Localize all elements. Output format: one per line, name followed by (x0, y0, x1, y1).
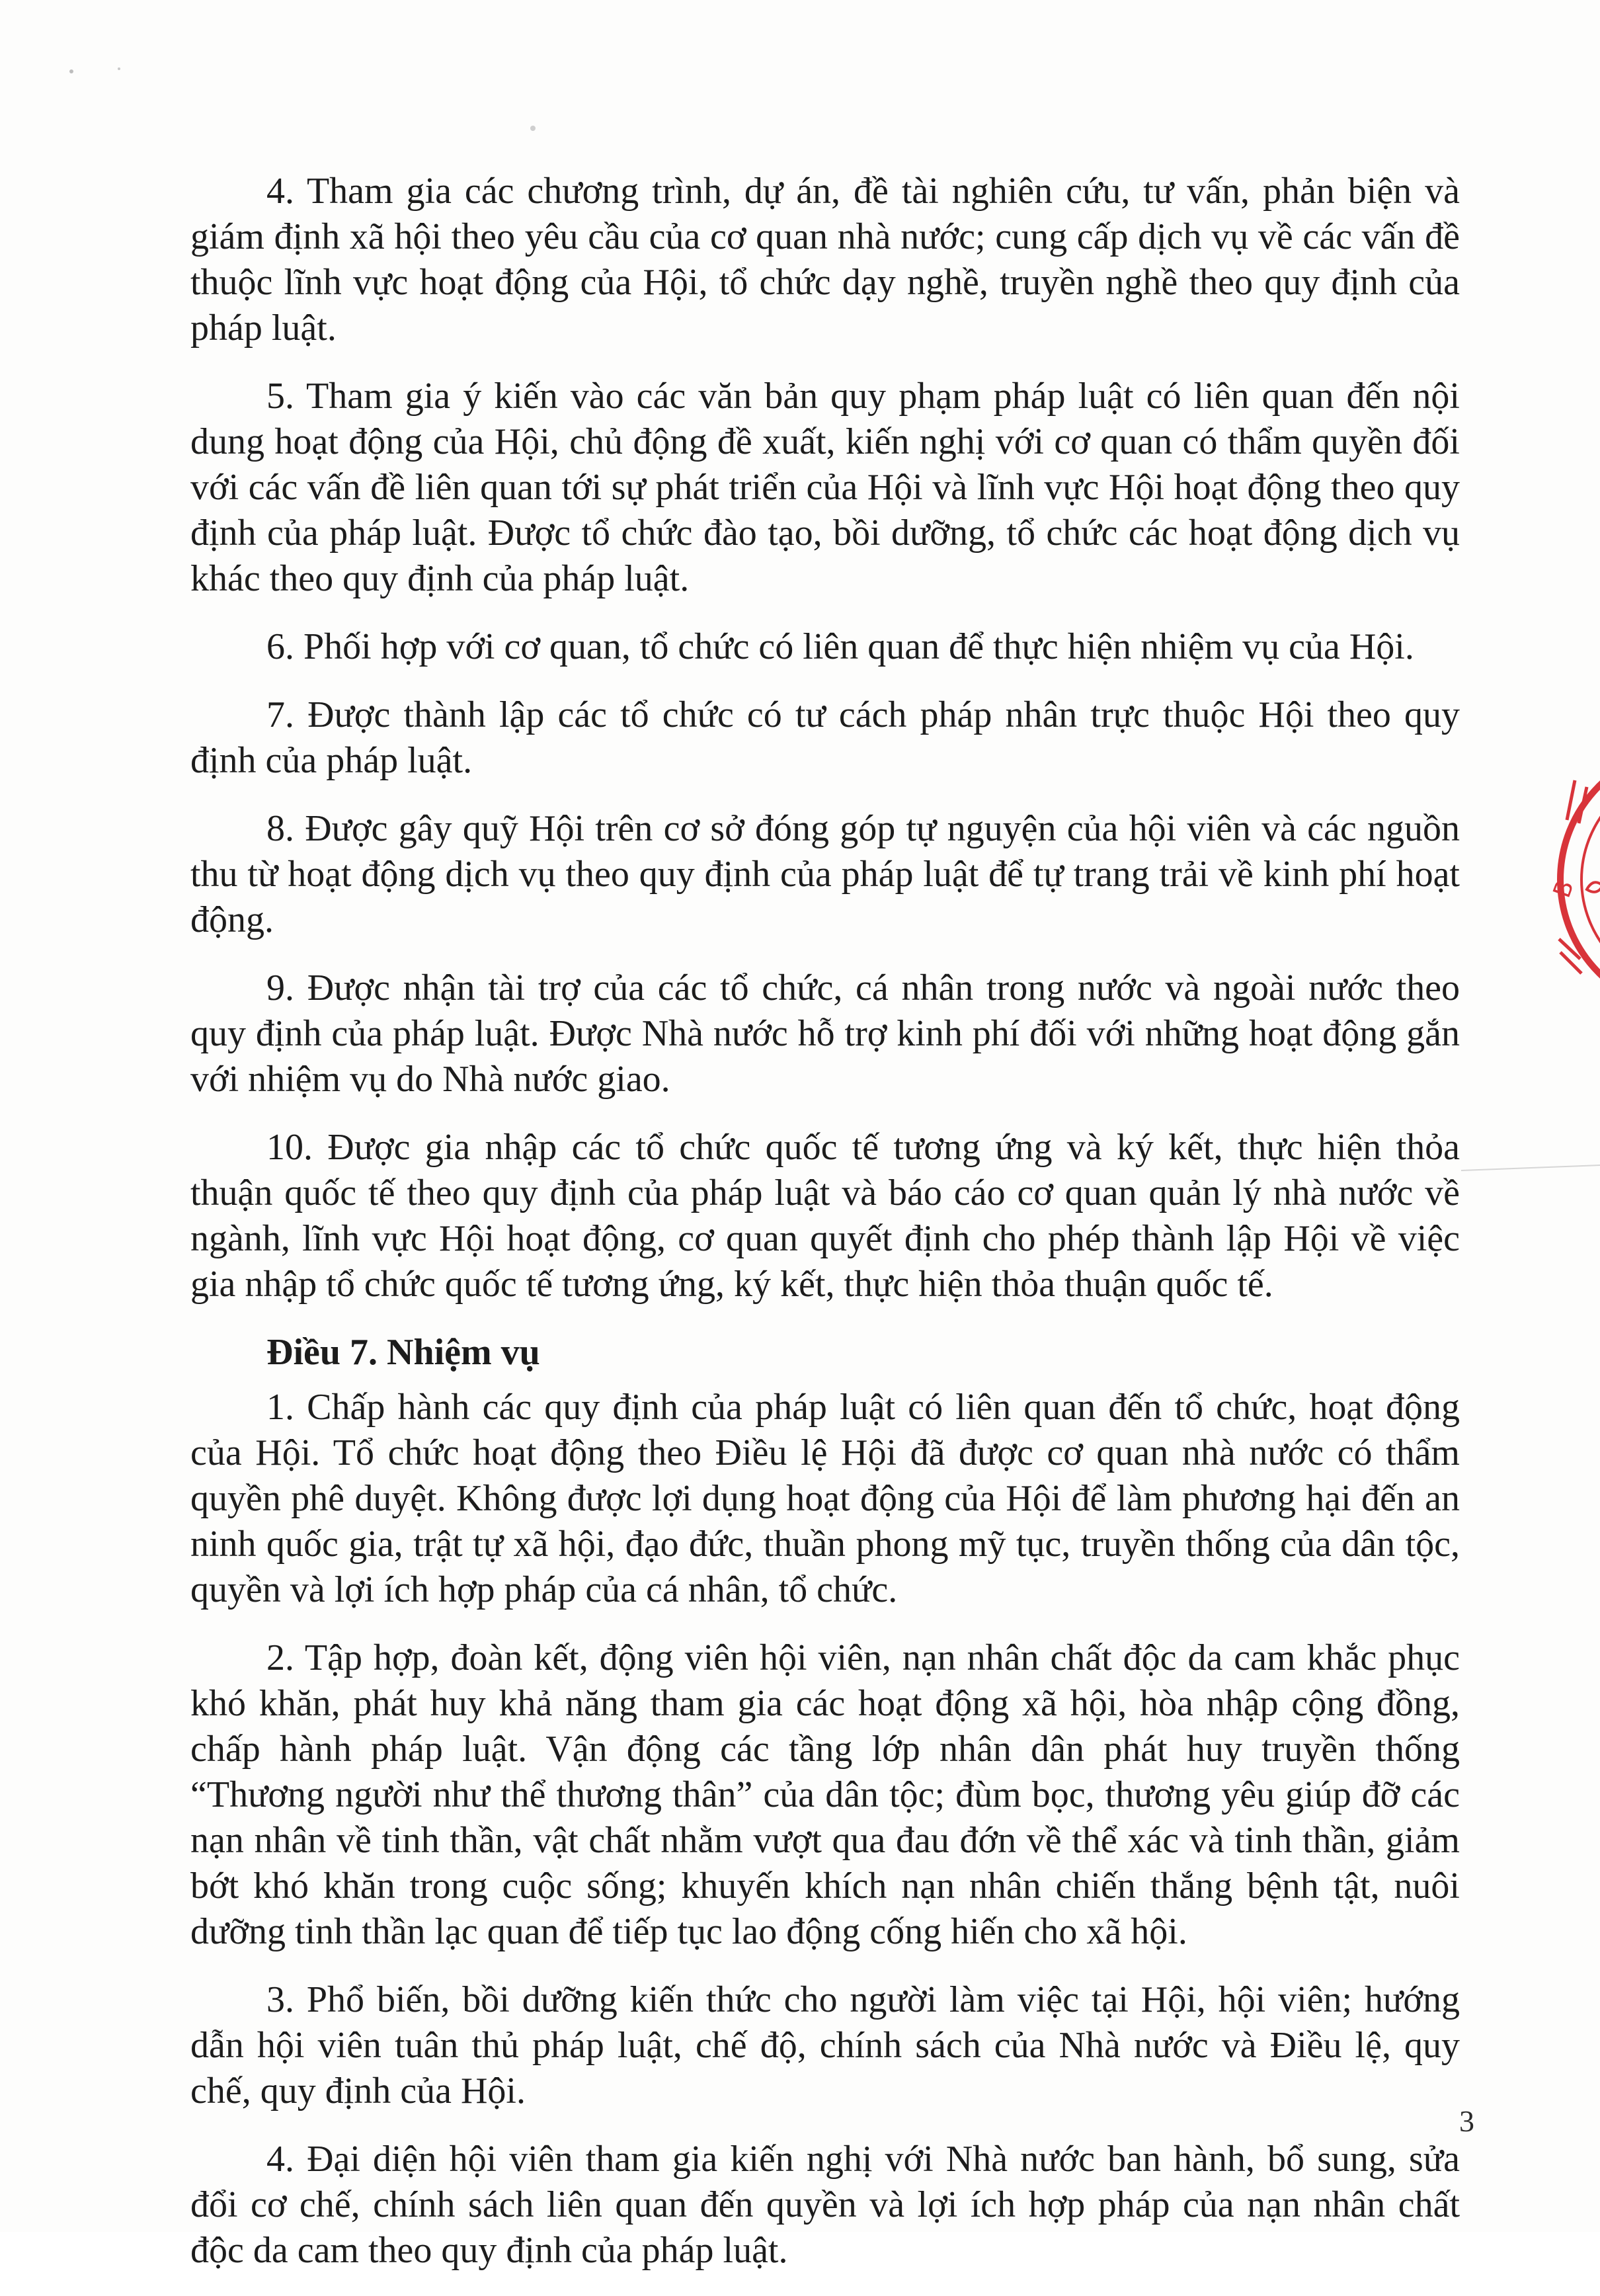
clause-9-rights: 9. Được nhận tài trợ của các tổ chức, cá nhân trong nước và ngoài nước theo quy định của pháp luật. Được Nhà nước hỗ trợ kinh phí đối với những hoạt động gắn với nhiệm vụ do Nhà nước giao. (190, 967, 1460, 1100)
clause-10-rights: 10. Được gia nhập các tổ chức quốc tế tương ứng và ký kết, thực hiện thỏa thuận quốc tế theo quy định của pháp luật và báo cáo cơ quan quản lý nhà nước về ngành, lĩnh vực Hội hoạt động, cơ quan quyết định cho phép thành lập Hội về việc gia nhập tổ chức quốc tế tương ứng, ký kết, thực hiện thỏa thuận quốc tế. (190, 1127, 1460, 1305)
red-seal-stamp-partial (1540, 741, 1600, 1018)
document-body (190, 169, 1460, 2296)
clause-4-rights: 4. Tham gia các chương trình, dự án, đề tài nghiên cứu, tư vấn, phản biện và giám định xã hội theo yêu cầu của cơ quan nhà nước; cung cấp dịch vụ về các vấn đề thuộc lĩnh vực hoạt động của Hội, tổ chức dạy nghề, truyền nghề theo quy định của pháp luật. (190, 171, 1460, 348)
duty-clause-3: 3. Phổ biến, bồi dưỡng kiến thức cho người làm việc tại Hội, hội viên; hướng dẫn hội viên tuân thủ pháp luật, chế độ, chính sách của Nhà nước và Điều lệ, quy chế, quy định của Hội. (190, 1979, 1460, 2112)
clause-7-rights: 7. Được thành lập các tổ chức có tư cách pháp nhân trực thuộc Hội theo quy định của pháp luật. (190, 694, 1460, 781)
duty-clause-1: 1. Chấp hành các quy định của pháp luật có liên quan đến tổ chức, hoạt động của Hội. Tổ chức hoạt động theo Điều lệ Hội đã được cơ quan nhà nước có thẩm quyền phê duyệt. Không được lợi dụng hoạt động của Hội để làm phương hại đến an ninh quốc gia, trật tự xã hội, đạo đức, thuần phong mỹ tục, truyền thống của dân tộc, quyền và lợi ích hợp pháp của cá nhân, tổ chức. (190, 1387, 1460, 1610)
duty-clause-2: 2. Tập hợp, đoàn kết, động viên hội viên, nạn nhân chất độc da cam khắc phục khó khăn, phát huy khả năng tham gia các hoạt động xã hội, hòa nhập cộng đồng, chấp hành pháp luật. Vận động các tầng lớp nhân dân phát huy truyền thống “Thương người như thể thương thân” của dân tộc; đùm bọc, thương yêu giúp đỡ các nạn nhân về tinh thần, vật chất nhằm vượt qua đau đớn về thể xác và tinh thần, giảm bớt khó khăn trong cuộc sống; khuyến khích nạn nhân chiến thắng bệnh tật, nuôi dưỡng tinh thần lạc quan để tiếp tục lao động cống hiến cho xã hội. (190, 1637, 1460, 1952)
duty-clause-4: 4. Đại diện hội viên tham gia kiến nghị với Nhà nước ban hành, bổ sung, sửa đổi cơ chế, chính sách liên quan đến quyền và lợi ích hợp pháp của nạn nhân chất độc da cam theo quy định của pháp luật. (190, 2139, 1460, 2271)
page-number: 3 (1459, 2104, 1474, 2138)
clause-5-rights: 5. Tham gia ý kiến vào các văn bản quy phạm pháp luật có liên quan đến nội dung hoạt động của Hội, chủ động đề xuất, kiến nghị với cơ quan có thẩm quyền đối với các vấn đề liên quan tới sự phát triển của Hội và lĩnh vực Hội hoạt động theo quy định của pháp luật. Được tổ chức đào tạo, bồi dưỡng, tổ chức các hoạt động dịch vụ khác theo quy định của pháp luật. (190, 376, 1460, 599)
clause-6-rights: 6. Phối hợp với cơ quan, tổ chức có liên quan để thực hiện nhiệm vụ của Hội. (266, 626, 1414, 667)
clause-8-rights: 8. Được gây quỹ Hội trên cơ sở đóng góp tự nguyện của hội viên và các nguồn thu từ hoạt động dịch vụ theo quy định của pháp luật để tự trang trải về kinh phí hoạt động. (190, 808, 1460, 940)
svg-text:B: B (1548, 876, 1580, 902)
article-7-heading: Điều 7. Nhiệm vụ (266, 1332, 540, 1373)
